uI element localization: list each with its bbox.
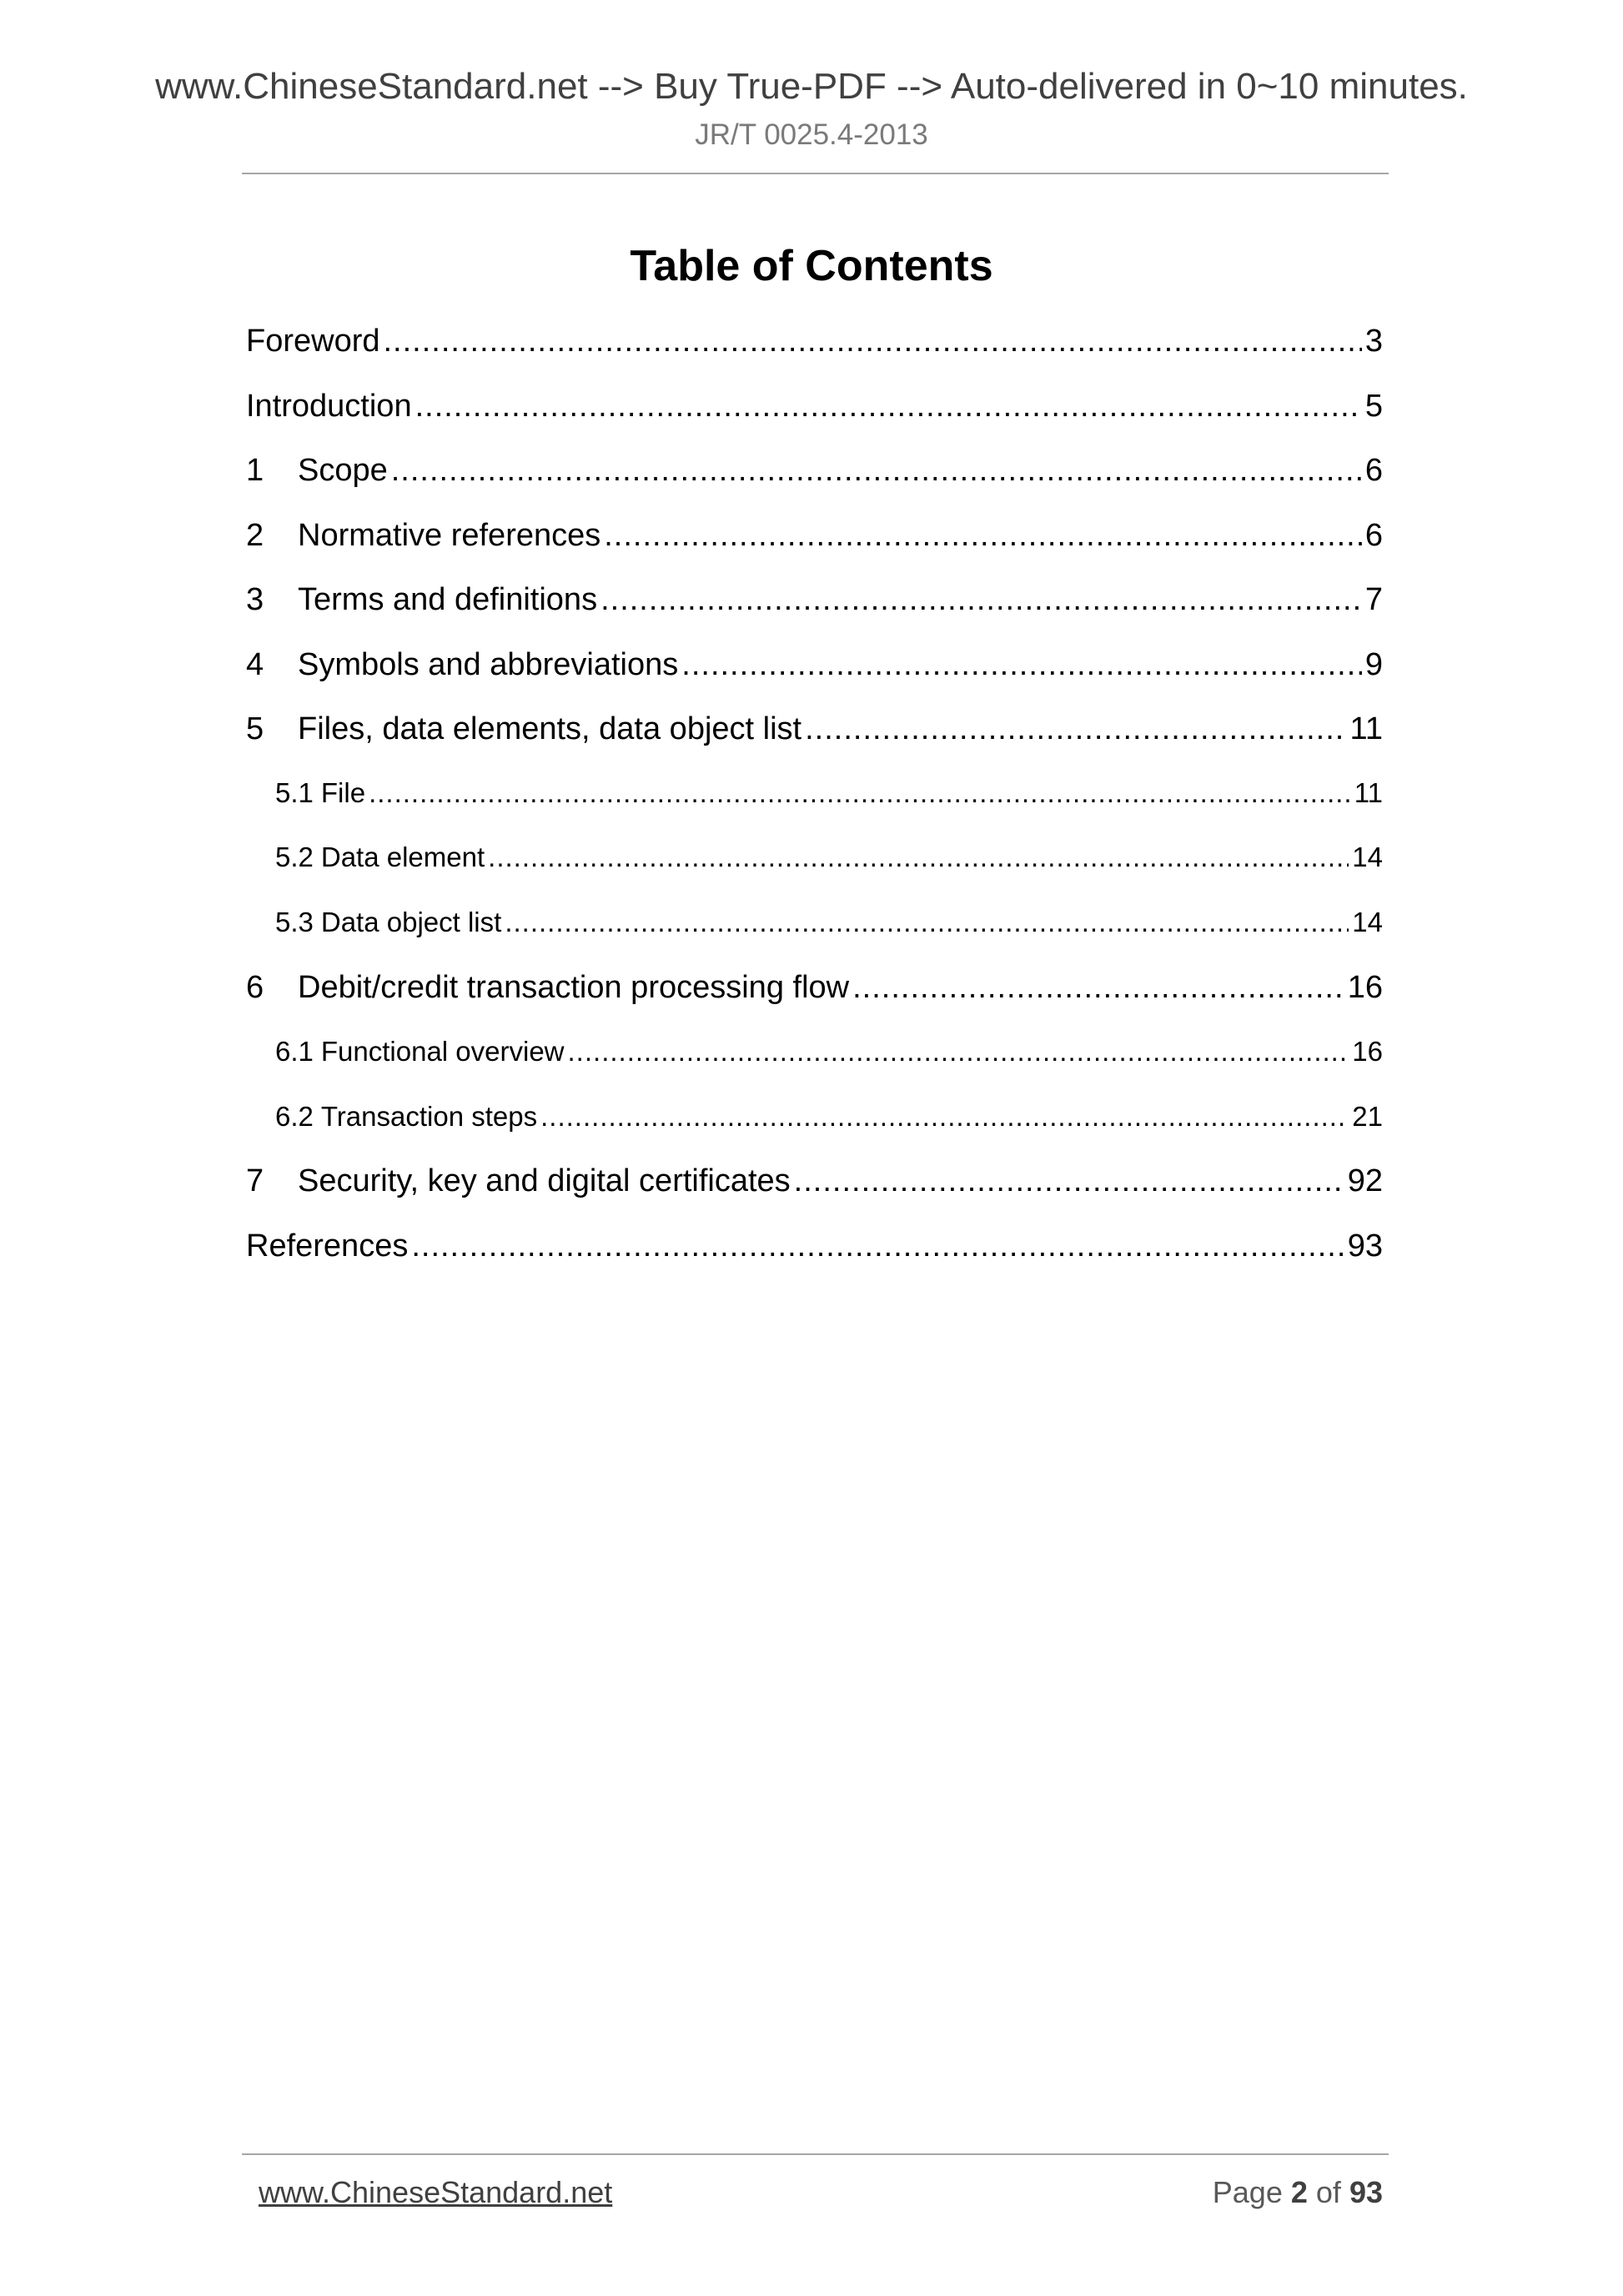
toc-entry[interactable] [246,1161,1383,1201]
toc-entry[interactable] [246,905,1383,940]
toc-entry[interactable] [246,709,1383,749]
document-code: JR/T 0025.4-2013 [695,118,928,151]
toc-entry-label: Files, data elements, data object list [298,711,802,746]
toc-dot-leader [411,1226,1344,1266]
toc-dot-leader [505,905,1349,940]
footer-divider [242,2153,1389,2155]
toc-entry[interactable] [246,580,1383,620]
toc-entry-label: File [320,777,366,808]
toc-entry[interactable] [246,450,1383,490]
page-number [1213,2173,1383,2212]
toc-entry-page: 9 [1364,647,1383,682]
toc-entry-label: Symbols and abbreviations [298,647,679,682]
toc-entry-page: 6 [1364,518,1383,553]
header-banner[interactable]: www.ChineseStandard.net --> Buy True-PDF --> Auto-delivered in 0~10 minutes. [155,66,1468,107]
toc-dot-leader [415,386,1362,426]
toc-entry-label: Scope [298,453,388,488]
toc-dot-leader [794,1161,1344,1201]
toc-entry-page: 5 [1364,389,1383,424]
toc-entry-page: 21 [1352,1101,1383,1132]
toc-entry[interactable] [246,840,1383,875]
toc-entry-page: 14 [1352,842,1383,872]
toc-entry-label: Normative references [298,518,601,553]
toc-dot-leader [369,776,1351,811]
toc-entry-page: 11 [1354,777,1383,808]
toc-entry-label: Security, key and digital certificates [298,1163,791,1198]
toc-entry[interactable] [246,645,1383,685]
toc-entry[interactable] [246,967,1383,1007]
toc-entry-label: Data object list [320,907,502,937]
toc-entry-page: 6 [1364,453,1383,488]
toc-entry-label: Introduction [246,389,412,424]
toc-entry-label: Debit/credit transaction processing flow [298,970,850,1005]
header-divider [242,173,1389,174]
toc-entry[interactable] [246,776,1383,811]
toc-entry[interactable] [246,515,1383,555]
toc-entry-number: 3 [246,582,264,617]
toc-entry-page: 3 [1364,324,1383,359]
toc-entry-number: 5.1 [275,777,314,808]
toc-entry-label: Foreword [246,324,380,359]
toc-dot-leader [681,645,1362,685]
toc-title: Table of Contents [630,242,993,290]
toc-entry-label: Functional overview [320,1036,565,1067]
toc-dot-leader [391,450,1362,490]
toc-dot-leader [805,709,1346,749]
toc-entry-number: 5.3 [275,907,314,937]
toc-dot-leader [540,1099,1349,1134]
toc-dot-leader [600,580,1362,620]
toc-entry[interactable] [246,321,1383,361]
toc-entry-page: 16 [1347,970,1383,1005]
footer-site-link[interactable]: www.ChineseStandard.net [259,2175,613,2209]
toc-entry-page: 14 [1352,907,1383,937]
toc-entry-number: 5 [246,711,264,746]
toc-dot-leader [604,515,1362,555]
toc-entry-number: 6.1 [275,1036,314,1067]
toc-entry-label: Transaction steps [320,1101,538,1132]
toc-entry-page: 92 [1347,1163,1383,1198]
page-total: 93 [1349,2175,1383,2209]
toc-dot-leader [384,321,1362,361]
toc-entry-number: 6.2 [275,1101,314,1132]
toc-entry-page: 7 [1364,582,1383,617]
toc-entry-number: 2 [246,518,264,553]
toc-dot-leader [488,840,1349,875]
toc-entry-label: Terms and definitions [298,582,598,617]
toc-entry-number: 4 [246,647,264,682]
toc-entry-page: 11 [1349,711,1383,746]
toc-entry-number: 7 [246,1163,264,1198]
toc-entry-number: 1 [246,453,264,488]
page-current: 2 [1290,2175,1308,2209]
toc-dot-leader [568,1034,1349,1069]
toc-entry[interactable] [246,1034,1383,1069]
toc-entry[interactable] [246,386,1383,426]
toc-entry-label: References [246,1228,409,1264]
toc-entry-page: 93 [1347,1228,1383,1264]
toc-entry[interactable] [246,1226,1383,1266]
toc-entry-number: 6 [246,970,264,1005]
toc-entry[interactable] [246,1099,1383,1134]
page-of: of [1315,2175,1341,2209]
page-prefix: Page [1212,2175,1283,2209]
toc-dot-leader [852,967,1344,1007]
toc-entry-number: 5.2 [275,842,314,872]
toc-entry-label: Data element [320,842,485,872]
toc-entry-page: 16 [1352,1036,1383,1067]
